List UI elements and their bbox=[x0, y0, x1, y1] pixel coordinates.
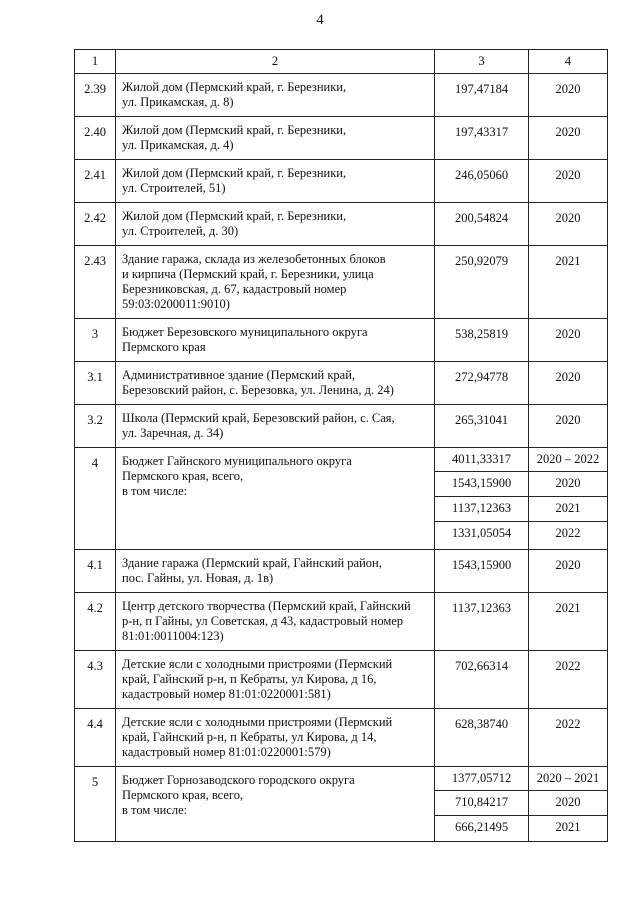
description-line: Детские ясли с холодными пристроями (Пермский bbox=[122, 715, 393, 729]
year-cell: 2020 bbox=[529, 117, 608, 160]
amount-cell: 1331,05054 bbox=[435, 522, 529, 550]
table-row bbox=[75, 550, 608, 593]
description-line: кадастровый номер 81:01:0220001:581) bbox=[122, 687, 331, 701]
description-line: край, Гайнский р-н, п Кебраты, ул Кирова, д 14, bbox=[122, 730, 377, 744]
description-line: Бюджет Гайнского муниципального округа bbox=[122, 454, 352, 468]
row-number-cell: 2.42 bbox=[75, 203, 116, 246]
table-row bbox=[75, 203, 608, 246]
table-row bbox=[75, 651, 608, 709]
table-row bbox=[75, 246, 608, 319]
table-row bbox=[75, 448, 608, 472]
year-cell: 2020 bbox=[529, 791, 608, 816]
header-cell: 3 bbox=[435, 50, 529, 74]
description-cell bbox=[116, 117, 435, 160]
description-line: Жилой дом (Пермский край, г. Березники, bbox=[122, 123, 347, 137]
description-line: Здание гаража (Пермский край, Гайнский район, bbox=[122, 556, 382, 570]
table-row bbox=[75, 74, 608, 117]
year-cell: 2020 bbox=[529, 160, 608, 203]
year-cell: 2020 bbox=[529, 319, 608, 362]
amount-cell: 265,31041 bbox=[435, 405, 529, 448]
year-cell: 2020 bbox=[529, 405, 608, 448]
description-cell bbox=[116, 203, 435, 246]
row-number-cell: 5 bbox=[75, 767, 116, 842]
amount-cell: 250,92079 bbox=[435, 246, 529, 319]
header-cell: 4 bbox=[529, 50, 608, 74]
description-cell bbox=[116, 709, 435, 767]
description-cell bbox=[116, 246, 435, 319]
description-line: р-н, п Гайны, ул Советская, д 43, кадастровый номер bbox=[122, 614, 404, 628]
amount-cell: 1137,12363 bbox=[435, 497, 529, 522]
row-number-cell: 2.39 bbox=[75, 74, 116, 117]
table-row bbox=[75, 362, 608, 405]
row-number-cell: 4 bbox=[75, 448, 116, 550]
description-cell bbox=[116, 319, 435, 362]
description-line: Березниковская, д. 67, кадастровый номер bbox=[122, 282, 347, 296]
description-line: в том числе: bbox=[122, 803, 188, 817]
row-number-cell: 4.2 bbox=[75, 593, 116, 651]
description-cell bbox=[116, 74, 435, 117]
description-line: Здание гаража, склада из железобетонных блоков bbox=[122, 252, 386, 266]
table-row bbox=[75, 593, 608, 651]
description-line: Жилой дом (Пермский край, г. Березники, bbox=[122, 209, 347, 223]
description-line: Жилой дом (Пермский край, г. Березники, bbox=[122, 166, 347, 180]
row-number-cell: 4.4 bbox=[75, 709, 116, 767]
description-line: и кирпича (Пермский край, г. Березники, улица bbox=[122, 267, 374, 281]
year-cell: 2021 bbox=[529, 497, 608, 522]
amount-cell: 702,66314 bbox=[435, 651, 529, 709]
amount-cell: 666,21495 bbox=[435, 816, 529, 842]
year-cell: 2020 bbox=[529, 74, 608, 117]
description-line: ул. Строителей, д. 30) bbox=[122, 224, 239, 238]
amount-cell: 200,54824 bbox=[435, 203, 529, 246]
description-line: Березовский район, с. Березовка, ул. Ленина, д. 24) bbox=[122, 383, 394, 397]
description-line: кадастровый номер 81:01:0220001:579) bbox=[122, 745, 331, 759]
row-number-cell: 2.43 bbox=[75, 246, 116, 319]
year-cell: 2022 bbox=[529, 651, 608, 709]
description-cell bbox=[116, 405, 435, 448]
row-number-cell: 3.1 bbox=[75, 362, 116, 405]
description-cell bbox=[116, 651, 435, 709]
description-cell bbox=[116, 448, 435, 550]
amount-cell: 710,84217 bbox=[435, 791, 529, 816]
amount-cell: 1137,12363 bbox=[435, 593, 529, 651]
row-number-cell: 2.40 bbox=[75, 117, 116, 160]
amount-cell: 538,25819 bbox=[435, 319, 529, 362]
row-number-cell: 2.41 bbox=[75, 160, 116, 203]
description-line: Пермского края, всего, bbox=[122, 469, 244, 483]
description-line: Жилой дом (Пермский край, г. Березники, bbox=[122, 80, 347, 94]
amount-cell: 197,47184 bbox=[435, 74, 529, 117]
table-row bbox=[75, 160, 608, 203]
row-number-cell: 3 bbox=[75, 319, 116, 362]
table-row bbox=[75, 767, 608, 791]
description-line: Школа (Пермский край, Березовский район, с. Сая, bbox=[122, 411, 395, 425]
amount-cell: 246,05060 bbox=[435, 160, 529, 203]
page-number: 4 bbox=[316, 12, 324, 28]
description-cell bbox=[116, 362, 435, 405]
description-line: Бюджет Березовского муниципального округа bbox=[122, 325, 368, 339]
amount-cell: 272,94778 bbox=[435, 362, 529, 405]
table-row bbox=[75, 405, 608, 448]
amount-cell: 197,43317 bbox=[435, 117, 529, 160]
year-cell: 2021 bbox=[529, 816, 608, 842]
year-cell: 2020 bbox=[529, 203, 608, 246]
description-cell bbox=[116, 593, 435, 651]
description-cell bbox=[116, 550, 435, 593]
description-line: край, Гайнский р-н, п Кебраты, ул Кирова, д 16, bbox=[122, 672, 377, 686]
row-number-cell: 4.1 bbox=[75, 550, 116, 593]
year-cell: 2020 bbox=[529, 472, 608, 497]
header-cell: 1 bbox=[75, 50, 116, 74]
description-line: 81:01:0011004:123) bbox=[122, 629, 224, 643]
budget-table bbox=[74, 49, 608, 842]
description-line: ул. Прикамская, д. 4) bbox=[122, 138, 234, 152]
row-number-cell: 3.2 bbox=[75, 405, 116, 448]
amount-cell: 4011,33317 bbox=[435, 448, 529, 472]
description-line: Центр детского творчества (Пермский край, Гайнский bbox=[122, 599, 411, 613]
table-row bbox=[75, 117, 608, 160]
table-row bbox=[75, 709, 608, 767]
table-row bbox=[75, 319, 608, 362]
year-cell: 2022 bbox=[529, 522, 608, 550]
description-line: Пермского края, всего, bbox=[122, 788, 244, 802]
amount-cell: 1543,15900 bbox=[435, 472, 529, 497]
description-line: Административное здание (Пермский край, bbox=[122, 368, 356, 382]
description-line: Пермского края bbox=[122, 340, 206, 354]
year-cell: 2020 bbox=[529, 362, 608, 405]
description-line: пос. Гайны, ул. Новая, д. 1в) bbox=[122, 571, 274, 585]
year-cell: 2021 bbox=[529, 593, 608, 651]
description-line: ул. Строителей, 51) bbox=[122, 181, 226, 195]
amount-cell: 1377,05712 bbox=[435, 767, 529, 791]
year-cell: 2020 – 2021 bbox=[529, 767, 608, 791]
year-cell: 2021 bbox=[529, 246, 608, 319]
description-line: 59:03:0200011:9010) bbox=[122, 297, 230, 311]
year-cell: 2020 – 2022 bbox=[529, 448, 608, 472]
description-line: в том числе: bbox=[122, 484, 188, 498]
description-cell bbox=[116, 767, 435, 842]
description-line: Бюджет Горнозаводского городского округа bbox=[122, 773, 355, 787]
table-header-row bbox=[75, 50, 608, 74]
description-line: ул. Прикамская, д. 8) bbox=[122, 95, 234, 109]
header-cell: 2 bbox=[116, 50, 435, 74]
year-cell: 2020 bbox=[529, 550, 608, 593]
year-cell: 2022 bbox=[529, 709, 608, 767]
description-cell bbox=[116, 160, 435, 203]
amount-cell: 1543,15900 bbox=[435, 550, 529, 593]
description-line: ул. Заречная, д. 34) bbox=[122, 426, 224, 440]
description-line: Детские ясли с холодными пристроями (Пермский bbox=[122, 657, 393, 671]
amount-cell: 628,38740 bbox=[435, 709, 529, 767]
row-number-cell: 4.3 bbox=[75, 651, 116, 709]
